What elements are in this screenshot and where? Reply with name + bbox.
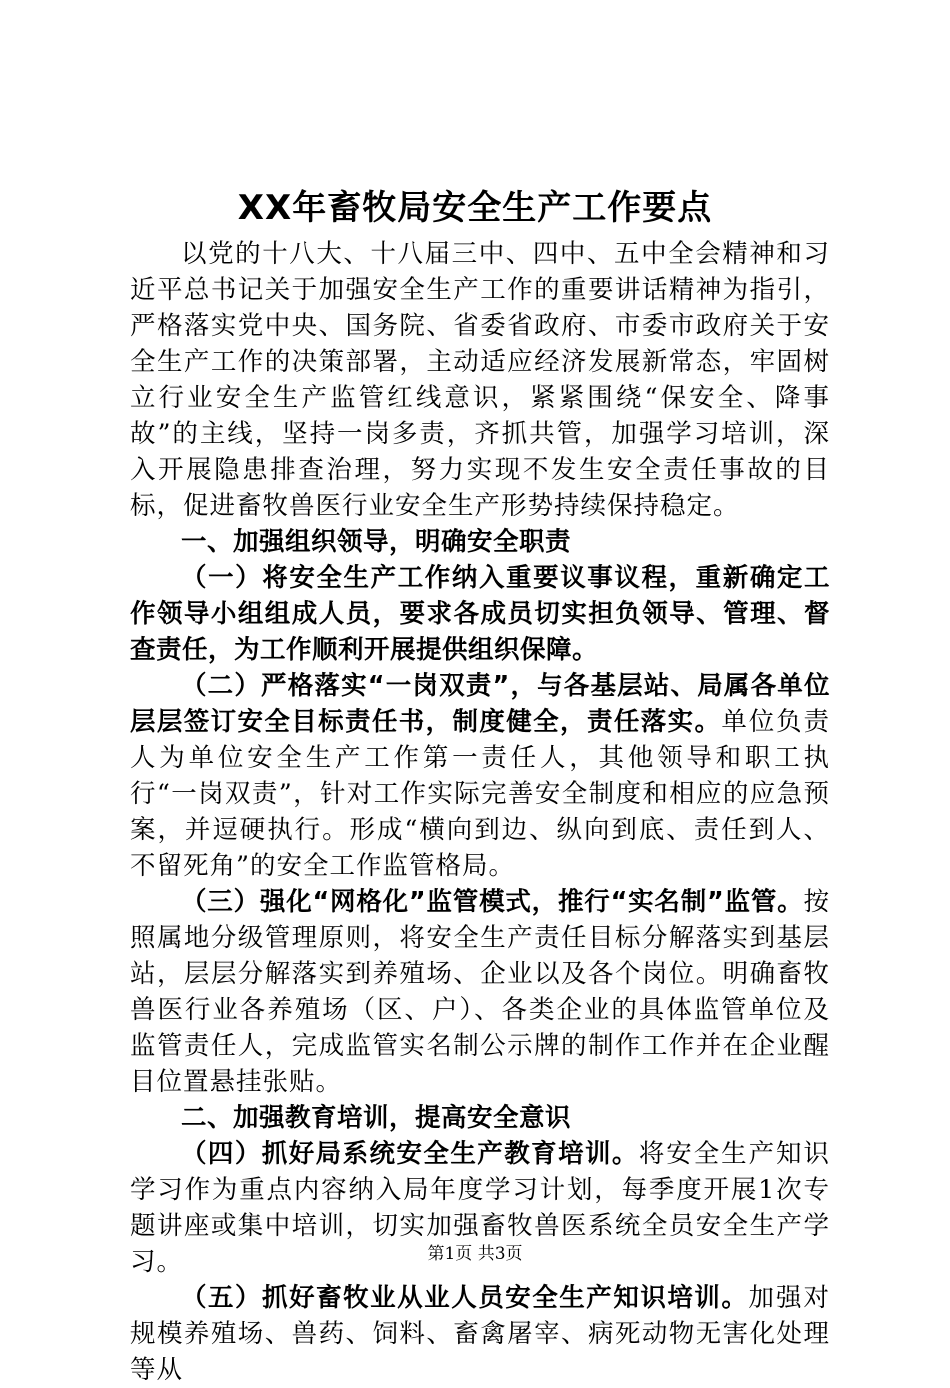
- section-heading-1: 一、加强组织领导，明确安全职责: [181, 527, 572, 557]
- item-lead-4: （四）抓好局系统安全生产教育培训。: [181, 1139, 639, 1169]
- page-footer: 第1页 共3页: [427, 1244, 523, 1264]
- item-text-4: 将安全生产知识学习作为重点内容纳入局年度学习计划，每季度开展1次专题讲座或集中培训，切实加强畜牧兽医系统全员安全生产学习。: [130, 1139, 830, 1277]
- item-text-2: 单位负责人为单位安全生产工作第一责任人，其他领导和职工执行“一岗双责”，针对工作实际完善安全制度和相应的应急预案，并逗硬执行。形成“横向到边、纵向到底、责任到人、不留死角”的安全工作监管格局。: [130, 707, 830, 881]
- document-title: XX年畜牧局安全生产工作要点: [237, 188, 713, 228]
- item-paragraph-1: [130, 560, 830, 668]
- item-paragraph-2: [130, 668, 830, 884]
- item-paragraph-3: [130, 884, 830, 1100]
- item-text-3: 按照属地分级管理原则，将安全生产责任目标分解落实到基层站，层层分解落实到养殖场、企业以及各个岗位。明确畜牧兽医行业各养殖场（区、户）、各类企业的具体监管单位及监管责任人，完成监管实名制公示牌的制作工作并在企业醒目位置悬挂张贴。: [130, 887, 830, 1097]
- item-lead-1: （一）将安全生产工作纳入重要议事议程，重新确定工作领导小组组成人员，要求各成员切实担负领导、管理、督查责任，为工作顺利开展提供组织保障。: [130, 563, 830, 665]
- item-paragraph-5: [130, 1280, 830, 1388]
- section-heading-2: 二、加强教育培训，提高安全意识: [181, 1103, 572, 1133]
- item-text-5: 加强对规模养殖场、兽药、饲料、畜禽屠宰、病死动物无害化处理等从: [130, 1283, 830, 1385]
- item-lead-5: （五）抓好畜牧业从业人员安全生产知识培训。: [181, 1283, 749, 1313]
- item-lead-3: （三）强化“网格化”监管模式，推行“实名制”监管。: [181, 887, 804, 917]
- intro-text: 以党的十八大、十八届三中、四中、五中全会精神和习近平总书记关于加强安全生产工作的重要讲话精神为指引，严格落实党中央、国务院、省委省政府、市委市政府关于安全生产工作的决策部署，主动适应经济发展新常态，牢固树立行业安全生产监管红线意识，紧紧围绕“保安全、降事故”的主线，坚持一岗多责，齐抓共管，加强学习培训，深入开展隐患排查治理，努力实现不发生安全责任事故的目标，促进畜牧兽医行业安全生产形势持续保持稳定。: [130, 239, 830, 521]
- document-body: [130, 236, 830, 1388]
- intro-paragraph: [130, 236, 830, 524]
- item-lead-2: （二）严格落实“一岗双责”，与各基层站、局属各单位层层签订安全目标责任书，制度健全，责任落实。: [130, 671, 830, 737]
